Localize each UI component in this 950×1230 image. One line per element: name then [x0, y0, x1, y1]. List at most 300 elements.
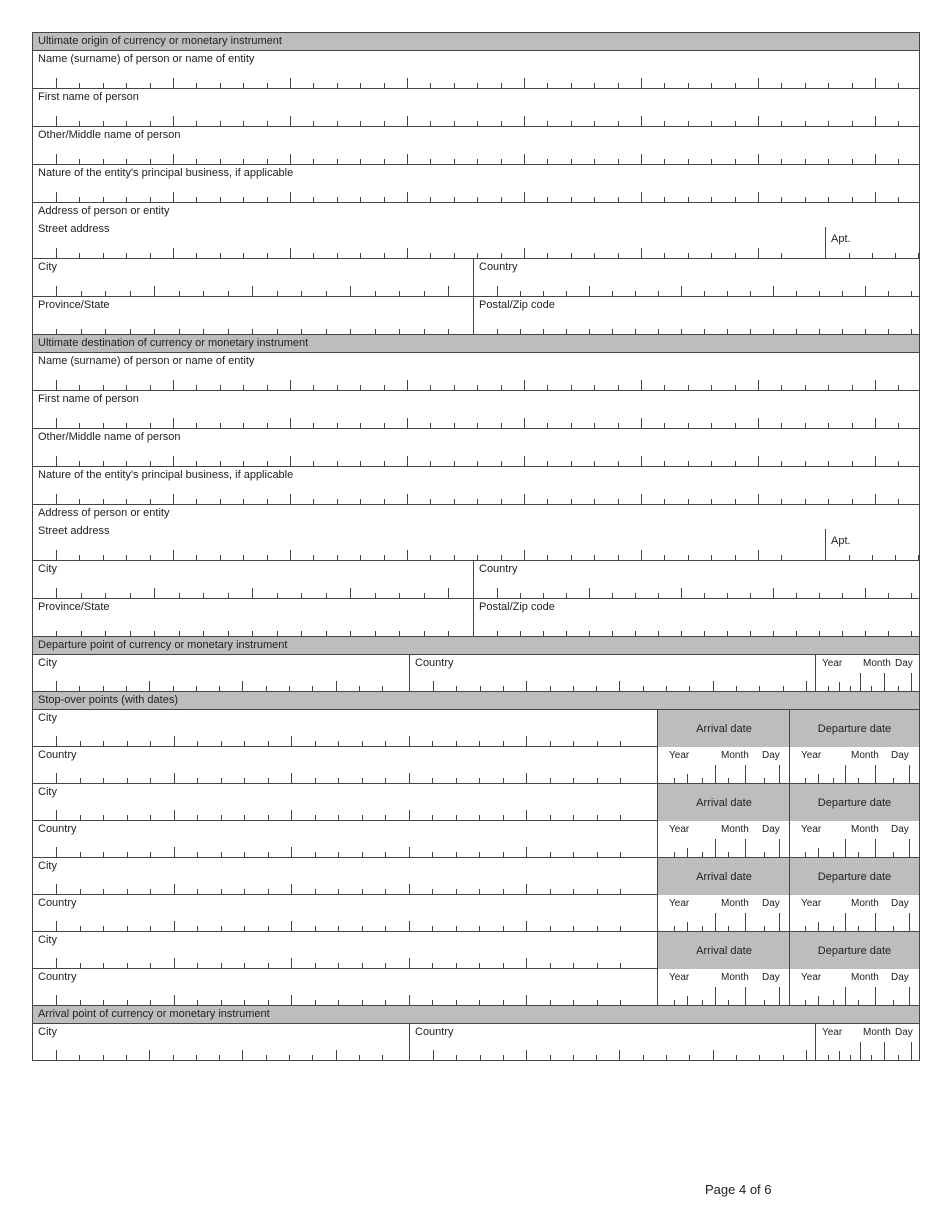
origin-business-field[interactable]: [33, 165, 919, 202]
comb-tick: [173, 686, 174, 691]
date-day-label: Day: [891, 750, 909, 761]
comb-tick: [454, 423, 455, 428]
comb-tick: [711, 121, 712, 126]
comb-tick: [664, 159, 665, 164]
date-tick: [764, 1000, 765, 1005]
comb-tick: [336, 681, 337, 691]
date-tick: [860, 1042, 861, 1060]
comb-tick: [277, 631, 278, 636]
comb-tick: [315, 741, 316, 746]
dest-postal-field[interactable]: [473, 599, 919, 636]
comb-tick: [290, 192, 291, 202]
stopover-city-field[interactable]: [33, 710, 657, 747]
origin-street-field[interactable]: [33, 221, 825, 258]
comb-tick: [203, 593, 204, 598]
comb-tick: [573, 686, 574, 691]
comb-tick: [399, 329, 400, 334]
comb-tick: [550, 741, 551, 746]
dest-apt-field[interactable]: [825, 529, 919, 560]
comb-tick: [173, 456, 174, 466]
comb-tick: [79, 1055, 80, 1060]
comb-tick: [501, 83, 502, 88]
stopover-arrival-date-field[interactable]: [657, 821, 790, 857]
comb-tick: [81, 329, 82, 334]
comb-tick: [758, 494, 759, 504]
comb-tick: [103, 253, 104, 258]
comb-tick: [196, 121, 197, 126]
comb-tick: [244, 889, 245, 894]
comb-tick: [266, 1055, 267, 1060]
comb-tick: [852, 461, 853, 466]
comb-tick: [503, 778, 504, 783]
comb-tick: [911, 631, 912, 636]
comb-tick: [326, 329, 327, 334]
comb-tick: [384, 83, 385, 88]
comb-tick: [550, 1055, 551, 1060]
comb-tick: [664, 197, 665, 202]
date-tick: [805, 852, 806, 857]
date-tick: [702, 852, 703, 857]
stopover-departure-date-field[interactable]: [789, 747, 919, 783]
origin-province-label: Province/State: [38, 299, 110, 311]
date-tick: [898, 1055, 899, 1060]
section-destination-header: Ultimate destination of currency or monetary instrument: [33, 335, 919, 353]
comb-tick: [337, 423, 338, 428]
comb-tick: [852, 499, 853, 504]
comb-tick: [918, 555, 919, 560]
comb-tick: [409, 995, 410, 1005]
comb-tick: [56, 588, 57, 598]
date-tick: [850, 686, 851, 691]
comb-tick: [448, 588, 449, 598]
date-tick: [911, 1042, 912, 1060]
comb-tick: [501, 159, 502, 164]
comb-tick: [898, 461, 899, 466]
origin-address-label-row: [33, 203, 919, 221]
date-tick: [833, 852, 834, 857]
comb-tick: [103, 852, 104, 857]
comb-tick: [243, 121, 244, 126]
comb-tick: [620, 815, 621, 820]
comb-tick: [197, 815, 198, 820]
comb-tick: [268, 852, 269, 857]
comb-tick: [196, 555, 197, 560]
comb-tick: [56, 958, 57, 968]
date-tick: [909, 765, 910, 783]
date-tick: [893, 1000, 894, 1005]
comb-tick: [220, 555, 221, 560]
comb-tick: [620, 926, 621, 931]
comb-tick: [526, 884, 527, 894]
comb-tick: [312, 1055, 313, 1060]
comb-tick: [524, 192, 525, 202]
date-tick: [674, 778, 675, 783]
comb-tick: [773, 631, 774, 636]
comb-tick: [805, 499, 806, 504]
comb-tick: [571, 461, 572, 466]
comb-tick: [711, 555, 712, 560]
dest-province-field[interactable]: [33, 599, 473, 636]
comb-tick: [80, 889, 81, 894]
comb-tick: [385, 741, 386, 746]
comb-tick: [154, 631, 155, 636]
comb-tick: [384, 197, 385, 202]
date-tick: [715, 987, 716, 1005]
comb-tick: [103, 83, 104, 88]
dest-street-label: Street address: [38, 525, 110, 537]
comb-tick: [618, 461, 619, 466]
dest-country-field[interactable]: [473, 561, 919, 598]
comb-tick: [547, 159, 548, 164]
comb-tick: [819, 631, 820, 636]
origin-name-field[interactable]: [33, 51, 919, 88]
origin-province-field[interactable]: [33, 297, 473, 334]
comb-tick: [641, 154, 642, 164]
stopover-country-field[interactable]: [33, 821, 657, 857]
stopover-arrival-date-field[interactable]: [657, 969, 790, 1005]
comb-tick: [704, 593, 705, 598]
comb-tick: [384, 253, 385, 258]
comb-tick: [456, 1000, 457, 1005]
dest-business-field[interactable]: [33, 467, 919, 504]
comb-tick: [56, 631, 57, 636]
comb-tick: [56, 116, 57, 126]
dest-street-field[interactable]: [33, 523, 825, 560]
comb-tick: [497, 631, 498, 636]
date-tick: [779, 839, 780, 857]
dest-name-label: Name (surname) of person or name of entity: [38, 355, 255, 367]
comb-tick: [658, 291, 659, 296]
stopover-departure-date-field[interactable]: [789, 821, 919, 857]
date-month-label: Month: [851, 824, 879, 835]
comb-tick: [477, 555, 478, 560]
comb-tick: [758, 550, 759, 560]
comb-tick: [597, 778, 598, 783]
comb-tick: [432, 926, 433, 931]
date-tick: [911, 673, 912, 691]
comb-tick: [407, 116, 408, 126]
comb-tick: [456, 1055, 457, 1060]
stopover-country-field[interactable]: [33, 747, 657, 783]
comb-tick: [220, 253, 221, 258]
comb-tick: [360, 499, 361, 504]
comb-tick: [173, 550, 174, 560]
comb-tick: [56, 884, 57, 894]
comb-tick: [781, 121, 782, 126]
comb-tick: [290, 116, 291, 126]
comb-tick: [547, 461, 548, 466]
arrival-date-field[interactable]: [815, 1024, 919, 1060]
comb-tick: [524, 380, 525, 390]
stopover-departure-date-field[interactable]: [789, 895, 919, 931]
comb-tick: [430, 461, 431, 466]
comb-tick: [597, 889, 598, 894]
comb-tick: [566, 593, 567, 598]
origin-apt-label: Apt.: [831, 233, 851, 245]
comb-tick: [79, 197, 80, 202]
stopover-arrival-date-field[interactable]: [657, 747, 790, 783]
comb-tick: [432, 1000, 433, 1005]
comb-tick: [635, 291, 636, 296]
comb-tick: [664, 423, 665, 428]
comb-tick: [875, 192, 876, 202]
stopover-country-field[interactable]: [33, 969, 657, 1005]
date-tick: [893, 852, 894, 857]
comb-tick: [337, 385, 338, 390]
origin-first-name-field[interactable]: [33, 89, 919, 126]
comb-tick: [898, 83, 899, 88]
comb-tick: [550, 926, 551, 931]
comb-tick: [875, 380, 876, 390]
dest-first-name-field[interactable]: [33, 391, 919, 428]
comb-tick: [150, 778, 151, 783]
comb-tick: [503, 889, 504, 894]
departure-date-field[interactable]: [815, 655, 919, 691]
comb-tick: [315, 815, 316, 820]
comb-tick: [337, 121, 338, 126]
arrival-city-field[interactable]: [33, 1024, 409, 1060]
stopover-city-field[interactable]: [33, 858, 657, 895]
origin-city-country-row: [33, 259, 919, 297]
comb-tick: [477, 83, 478, 88]
comb-tick: [550, 1000, 551, 1005]
section-departure-header: Departure point of currency or monetary instrument: [33, 637, 919, 655]
stopover-country-row: [33, 821, 919, 858]
departure-city-field[interactable]: [33, 655, 409, 691]
comb-tick: [196, 686, 197, 691]
comb-tick: [666, 686, 667, 691]
date-tick: [702, 1000, 703, 1005]
comb-tick: [501, 121, 502, 126]
comb-tick: [267, 253, 268, 258]
dest-name-field[interactable]: [33, 353, 919, 390]
comb-tick: [681, 588, 682, 598]
comb-tick: [688, 499, 689, 504]
comb-tick: [480, 1055, 481, 1060]
comb-tick: [197, 852, 198, 857]
date-tick: [884, 673, 885, 691]
comb-tick: [477, 159, 478, 164]
stopover-city-row: [33, 932, 919, 969]
comb-tick: [313, 555, 314, 560]
comb-tick: [456, 815, 457, 820]
comb-tick: [641, 494, 642, 504]
comb-tick: [360, 423, 361, 428]
date-tick: [687, 996, 688, 1005]
date-tick: [893, 926, 894, 931]
comb-tick: [735, 159, 736, 164]
date-tick: [779, 987, 780, 1005]
origin-first-name-label: First name of person: [38, 91, 139, 103]
comb-tick: [338, 778, 339, 783]
comb-tick: [267, 555, 268, 560]
comb-tick: [173, 494, 174, 504]
date-tick: [818, 774, 819, 783]
dest-middle-name-field[interactable]: [33, 429, 919, 466]
date-tick: [674, 852, 675, 857]
comb-tick: [828, 83, 829, 88]
dest-city-field[interactable]: [33, 561, 473, 598]
comb-tick: [758, 418, 759, 428]
comb-tick: [338, 1000, 339, 1005]
comb-tick: [911, 593, 912, 598]
comb-tick: [219, 686, 220, 691]
comb-tick: [432, 852, 433, 857]
stopover-country-field[interactable]: [33, 895, 657, 931]
departure-country-field[interactable]: [409, 655, 816, 691]
comb-tick: [338, 741, 339, 746]
arrival-country-field[interactable]: [409, 1024, 816, 1060]
dest-city-country-row: [33, 561, 919, 599]
date-tick: [764, 926, 765, 931]
comb-tick: [688, 385, 689, 390]
comb-tick: [711, 159, 712, 164]
comb-tick: [360, 197, 361, 202]
comb-tick: [267, 159, 268, 164]
date-tick: [839, 1051, 840, 1060]
date-year-label: Year: [801, 824, 822, 835]
comb-tick: [781, 83, 782, 88]
date-tick: [728, 852, 729, 857]
stopover-city-field[interactable]: [33, 784, 657, 821]
date-tick: [745, 839, 746, 857]
comb-tick: [526, 810, 527, 820]
comb-tick: [359, 1055, 360, 1060]
stopover-arrival-date-field[interactable]: [657, 895, 790, 931]
stopover-city-field[interactable]: [33, 932, 657, 969]
comb-tick: [501, 385, 502, 390]
comb-tick: [501, 555, 502, 560]
comb-tick: [524, 248, 525, 258]
arrival-date-label: Arrival date: [696, 944, 752, 957]
comb-tick: [220, 461, 221, 466]
comb-tick: [228, 329, 229, 334]
comb-tick: [103, 385, 104, 390]
comb-tick: [524, 550, 525, 560]
comb-tick: [597, 741, 598, 746]
origin-city-field[interactable]: [33, 259, 473, 296]
comb-tick: [196, 83, 197, 88]
comb-tick: [105, 593, 106, 598]
stopover-city-row: [33, 858, 919, 895]
origin-apt-field[interactable]: [825, 227, 919, 258]
comb-tick: [243, 555, 244, 560]
comb-tick: [150, 815, 151, 820]
comb-tick: [448, 329, 449, 334]
comb-tick: [783, 686, 784, 691]
comb-tick: [875, 78, 876, 88]
comb-tick: [385, 815, 386, 820]
comb-tick: [520, 291, 521, 296]
stopover-country-label: Country: [38, 897, 77, 909]
comb-tick: [758, 380, 759, 390]
comb-tick: [290, 550, 291, 560]
comb-tick: [573, 963, 574, 968]
comb-tick: [360, 253, 361, 258]
comb-tick: [758, 192, 759, 202]
date-tick: [745, 987, 746, 1005]
comb-tick: [56, 1050, 57, 1060]
comb-tick: [130, 631, 131, 636]
date-month-label: Month: [721, 972, 749, 983]
comb-tick: [291, 995, 292, 1005]
date-tick: [909, 913, 910, 931]
date-tick: [845, 913, 846, 931]
comb-tick: [503, 963, 504, 968]
comb-tick: [277, 291, 278, 296]
comb-tick: [103, 778, 104, 783]
comb-tick: [79, 686, 80, 691]
comb-tick: [895, 253, 896, 258]
comb-tick: [56, 286, 57, 296]
date-tick: [871, 1055, 872, 1060]
comb-tick: [781, 423, 782, 428]
comb-tick: [385, 852, 386, 857]
comb-tick: [338, 815, 339, 820]
comb-tick: [174, 810, 175, 820]
comb-tick: [658, 631, 659, 636]
comb-tick: [221, 1000, 222, 1005]
comb-tick: [497, 588, 498, 598]
comb-tick: [291, 736, 292, 746]
origin-postal-field[interactable]: [473, 297, 919, 334]
comb-tick: [750, 593, 751, 598]
origin-city-label: City: [38, 261, 57, 273]
comb-tick: [596, 1055, 597, 1060]
comb-tick: [501, 197, 502, 202]
comb-tick: [448, 286, 449, 296]
comb-tick: [79, 253, 80, 258]
comb-tick: [704, 329, 705, 334]
comb-tick: [173, 154, 174, 164]
comb-tick: [641, 116, 642, 126]
comb-tick: [480, 686, 481, 691]
date-tick: [858, 1000, 859, 1005]
stopover-arrival-date-header: [657, 932, 790, 969]
comb-tick: [220, 197, 221, 202]
date-month-label: Month: [863, 658, 891, 669]
origin-country-field[interactable]: [473, 259, 919, 296]
comb-tick: [688, 159, 689, 164]
comb-tick: [196, 1055, 197, 1060]
comb-tick: [852, 121, 853, 126]
comb-tick: [547, 253, 548, 258]
comb-tick: [550, 815, 551, 820]
comb-tick: [337, 159, 338, 164]
comb-tick: [362, 963, 363, 968]
comb-tick: [103, 1000, 104, 1005]
comb-tick: [641, 456, 642, 466]
comb-tick: [220, 423, 221, 428]
comb-tick: [154, 286, 155, 296]
comb-tick: [150, 963, 151, 968]
stopover-country-label: Country: [38, 971, 77, 983]
comb-tick: [571, 499, 572, 504]
comb-tick: [362, 852, 363, 857]
comb-tick: [727, 631, 728, 636]
comb-tick: [550, 889, 551, 894]
date-tick: [818, 922, 819, 931]
stopover-departure-date-field[interactable]: [789, 969, 919, 1005]
comb-tick: [433, 681, 434, 691]
comb-tick: [658, 329, 659, 334]
comb-tick: [103, 121, 104, 126]
date-month-label: Month: [863, 1027, 891, 1038]
origin-middle-name-field[interactable]: [33, 127, 919, 164]
comb-tick: [126, 253, 127, 258]
comb-tick: [126, 159, 127, 164]
comb-tick: [618, 83, 619, 88]
